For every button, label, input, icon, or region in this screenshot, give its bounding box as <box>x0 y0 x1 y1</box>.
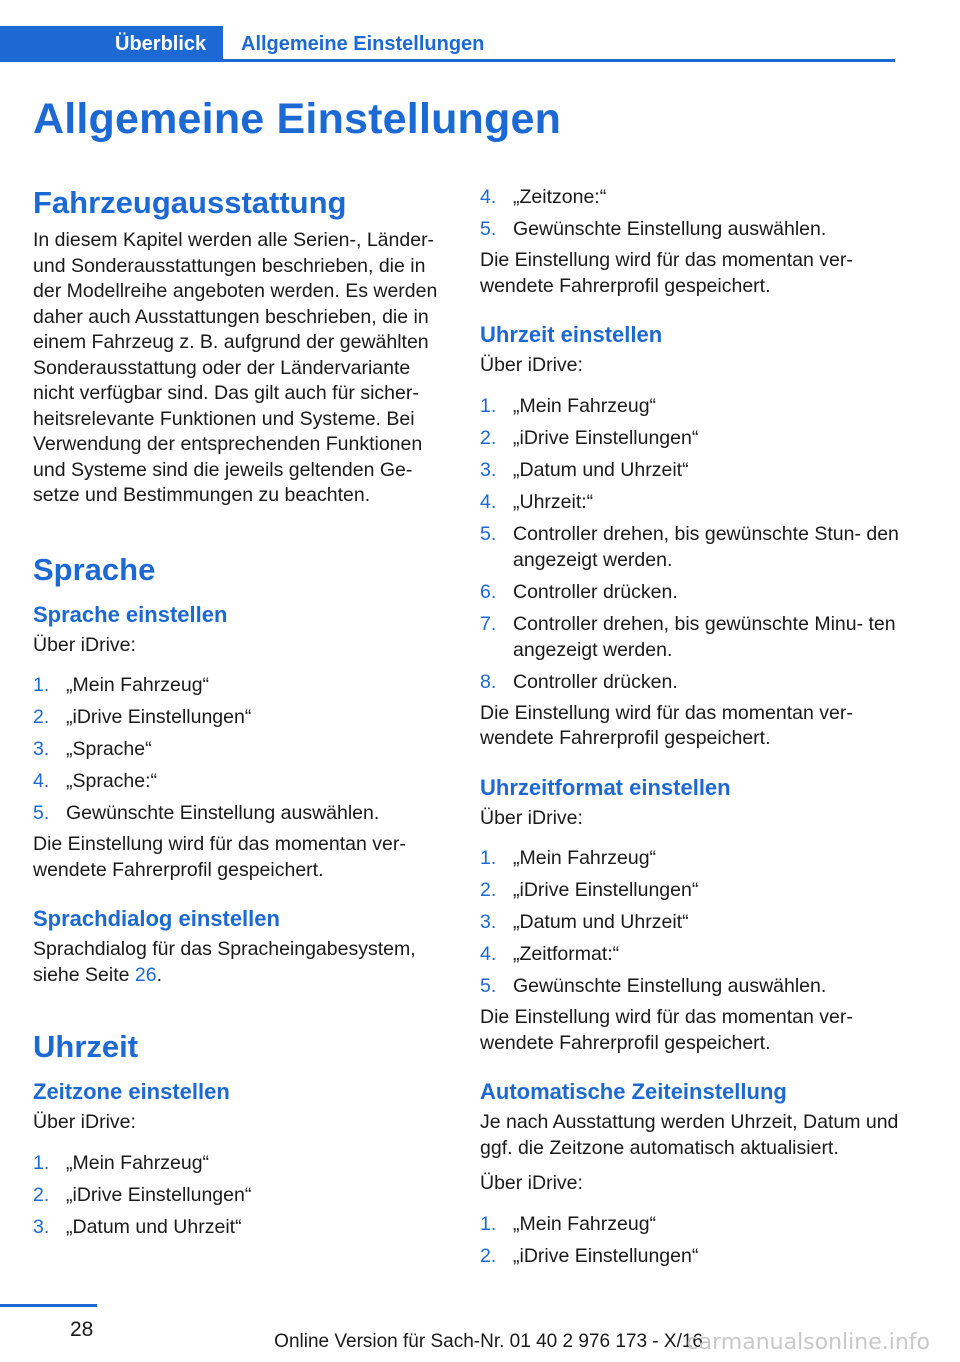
sprache-note: Die Einstellung wird für das momentan ver- wendete Fahrerprofil gespeichert. <box>33 833 406 881</box>
fahrzeugausstattung-body: In diesem Kapitel werden alle Serien-, Länder- und Sonderausstattungen beschrieben, die in der Modellreihe angeboten werden. Es werden daher auch Ausstattungen beschrieben, die in einem Fahrzeug z. B. aufgrund der gewählten Sonderausstattung oder der Ländervariante nicht verfügbar sind. Das gilt auch für sicher- heitsrelevante Funktionen und Systeme. Bei Verwendung der entsprechenden Funktionen und Systeme sind die jeweils geltenden Ge- setze und Bestimmungen zu beachten. <box>33 229 438 506</box>
footer-rule <box>0 1304 97 1307</box>
list-item: 1. „Mein Fahrzeug“ <box>480 847 657 869</box>
list-item: 3. „Datum und Uhrzeit“ <box>33 1215 242 1238</box>
subsection-title-sprachdialog: Sprachdialog einstellen <box>33 906 280 931</box>
tab-ueberblick[interactable]: Überblick <box>0 26 223 62</box>
uhrzeit-steps-list <box>480 393 900 695</box>
page-reference-link[interactable]: 26 <box>134 963 157 986</box>
list-item: 5. Gewünschte Einstellung auswählen. <box>480 975 827 997</box>
list-item: 3. „Datum und Uhrzeit“ <box>480 911 689 933</box>
page-title: Allgemeine Einstellungen <box>33 95 562 143</box>
sprache-steps-list <box>33 672 451 826</box>
watermark: carmanualsonline.info <box>686 1330 930 1355</box>
uhrzeit-intro: Über iDrive: <box>480 354 583 376</box>
list-item: 3. „Sprache“ <box>33 738 152 760</box>
subsection-title-sprache-einstellen: Sprache einstellen <box>33 601 228 627</box>
list-item: 2. „iDrive Einstellungen“ <box>33 706 252 728</box>
zeitzone-intro: Über iDrive: <box>33 1111 136 1133</box>
uhrzeitformat-steps-list <box>480 845 900 999</box>
list-item: 5. Gewünschte Einstellung auswählen. <box>33 802 380 824</box>
zeitzone-note: Die Einstellung wird für das momentan ver- wendete Fahrerprofil gespeichert. <box>480 249 853 297</box>
automatisch-intro: Über iDrive: <box>480 1172 583 1194</box>
section-title-fahrzeugausstattung: Fahrzeugausstattung <box>33 185 347 220</box>
sprache-intro: Über iDrive: <box>33 633 136 656</box>
list-item: 5. Gewünschte Einstellung auswählen. <box>480 218 827 240</box>
list-item: 4. „Sprache:“ <box>33 770 158 792</box>
list-item: 8. Controller drücken. <box>480 670 678 693</box>
tab-allgemeine-einstellungen[interactable]: Allgemeine Einstellungen <box>241 32 485 55</box>
list-item: 1. „Mein Fahrzeug“ <box>480 1212 657 1235</box>
subsection-title-zeitzone-einstellen: Zeitzone einstellen <box>33 1079 230 1104</box>
zeitzone-steps-list <box>33 1150 451 1240</box>
list-item: 5. Controller drehen, bis gewünschte Stun- den angezeigt werden. <box>480 522 899 571</box>
list-item: 1. „Mein Fahrzeug“ <box>33 674 210 696</box>
list-item: 2. „iDrive Einstellungen“ <box>33 1183 252 1206</box>
section-title-uhrzeit: Uhrzeit <box>33 1029 139 1064</box>
sprachdialog-text: Sprachdialog für das Spracheingabesystem, siehe Seite 26. <box>33 938 416 986</box>
uhrzeitformat-note: Die Einstellung wird für das momentan ver- wendete Fahrerprofil gespeichert. <box>480 1006 853 1054</box>
list-item: 7. Controller drehen, bis gewünschte Minu- ten angezeigt werden. <box>480 612 896 661</box>
online-version-text: Online Version für Sach-Nr. 01 40 2 976 173 - X/16 <box>274 1331 703 1352</box>
uhrzeitformat-intro: Über iDrive: <box>480 806 583 829</box>
subsection-title-uhrzeitformat: Uhrzeitformat einstellen <box>480 774 731 800</box>
list-item: 3. „Datum und Uhrzeit“ <box>480 458 689 481</box>
left-column <box>33 184 451 1246</box>
list-item: 1. „Mein Fahrzeug“ <box>480 394 657 417</box>
zeitzone-steps-continued <box>480 184 900 242</box>
list-item: 2. „iDrive Einstellungen“ <box>480 426 699 449</box>
page-number: 28 <box>70 1318 94 1341</box>
subsection-title-automatische-zeiteinstellung: Automatische Zeiteinstellung <box>480 1079 787 1104</box>
automatisch-body: Je nach Ausstattung werden Uhrzeit, Datum und ggf. die Zeitzone automatisch aktualisiert. <box>480 1111 899 1159</box>
list-item: 6. Controller drücken. <box>480 580 678 603</box>
list-item: 2. „iDrive Einstellungen“ <box>480 879 699 901</box>
section-title-sprache: Sprache <box>33 551 156 587</box>
list-item: 1. „Mein Fahrzeug“ <box>33 1151 210 1174</box>
list-item: 4. „Uhrzeit:“ <box>480 490 594 513</box>
automatisch-steps-list <box>480 1211 900 1269</box>
subsection-title-uhrzeit-einstellen: Uhrzeit einstellen <box>480 322 663 347</box>
list-item: 4. „Zeitzone:“ <box>480 186 607 208</box>
list-item: 4. „Zeitformat:“ <box>480 943 620 965</box>
list-item: 2. „iDrive Einstellungen“ <box>480 1244 699 1267</box>
uhrzeit-note: Die Einstellung wird für das momentan ver- wendete Fahrerprofil gespeichert. <box>480 701 853 749</box>
right-column <box>480 184 900 1275</box>
header-tab-bar <box>0 26 895 62</box>
